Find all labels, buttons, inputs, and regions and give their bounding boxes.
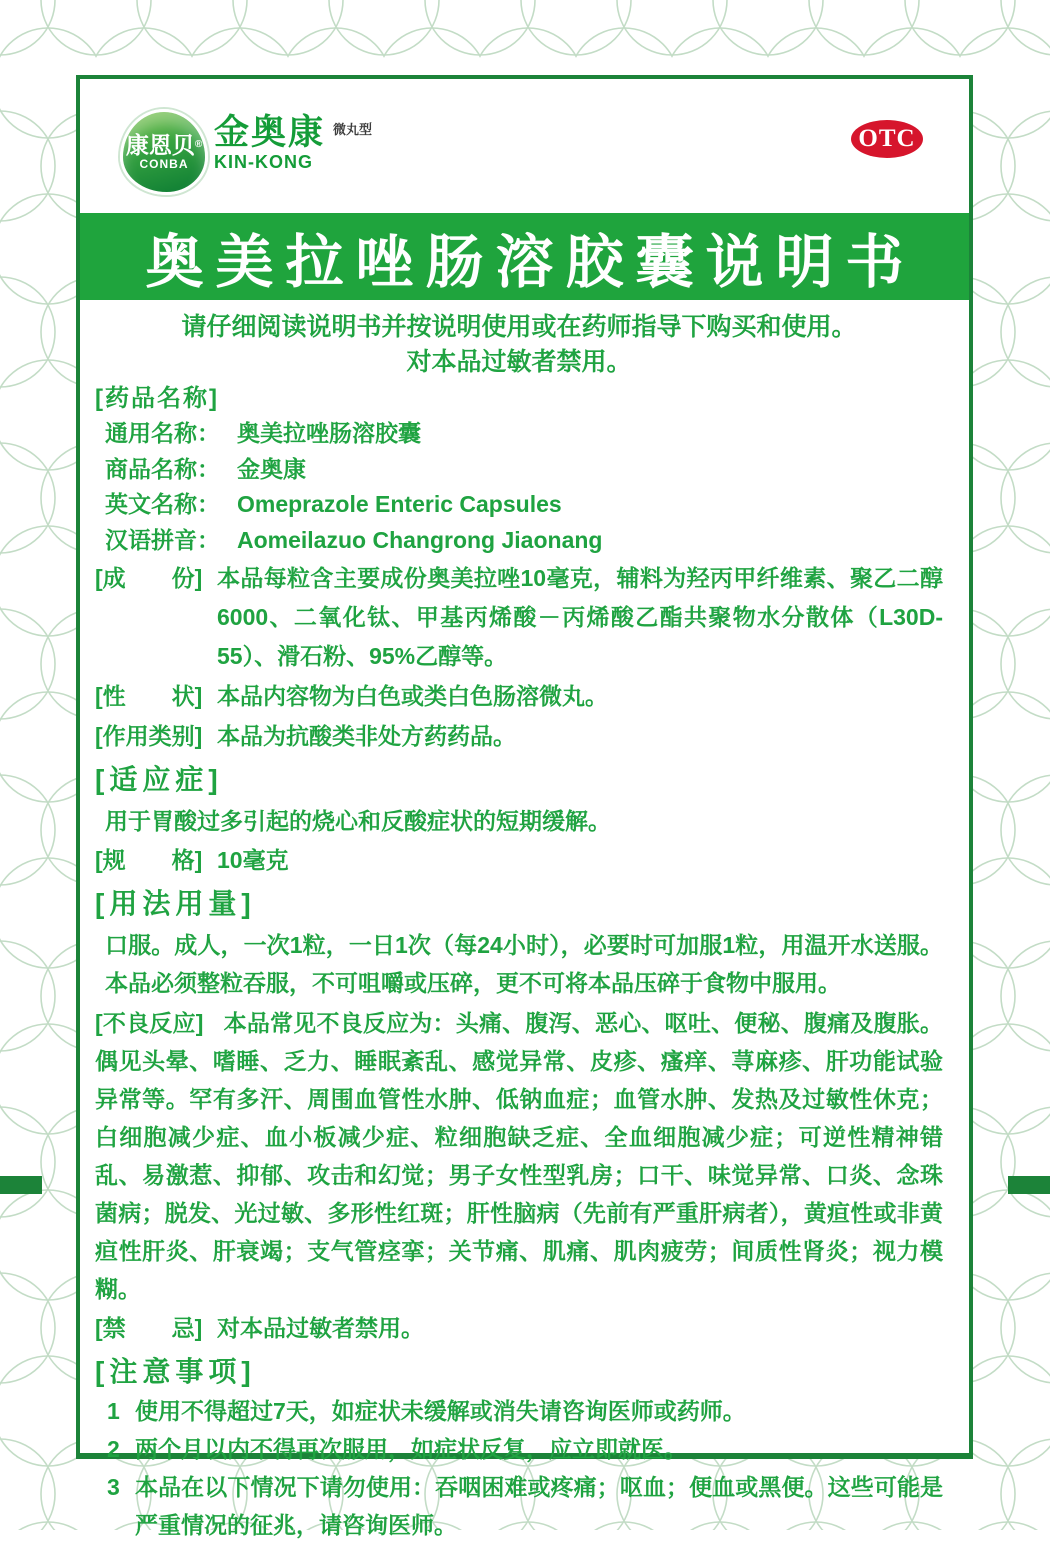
conba-logo-english: CONBA [139, 157, 189, 171]
contraindications-label: [禁 忌] [95, 1315, 203, 1341]
indications-text: 用于胃酸过多引起的烧心和反酸症状的短期缓解。 [105, 808, 611, 834]
precaution-1-text: 使用不得超过7天，如症状未缓解或消失请咨询医师或药师。 [135, 1398, 746, 1424]
section-drug-name-header: [药品名称] [95, 385, 219, 412]
generic-name-value: 奥美拉唑肠溶胶囊 [237, 420, 421, 446]
dosage-text: 口服。成人，一次1粒，一日1次（每24小时），必要时可加服1粒，用温开水送服。本品必须整粒吞服，不可咀嚼或压碎，更不可将本品压碎于食物中服用。 [105, 932, 943, 996]
precaution-3-number: 3 [107, 1474, 120, 1500]
indications-header: [适应症] [95, 764, 223, 795]
description-text: 本品内容物为白色或类白色肠溶微丸。 [217, 683, 608, 709]
left-edge-tab [0, 1176, 42, 1194]
generic-name-label: 通用名称： [105, 420, 220, 446]
description-section [95, 677, 943, 716]
registered-mark-icon: ® [194, 139, 203, 150]
contraindications-text: 对本品过敏者禁用。 [217, 1315, 424, 1341]
precaution-2-number: 2 [107, 1436, 120, 1462]
strength-section [95, 841, 943, 880]
pinyin-name-label: 汉语拼音： [105, 526, 220, 553]
trade-name-label: 商品名称： [105, 455, 220, 482]
notice-line2: 对本品过敏者禁用。 [406, 348, 632, 376]
strength-label: [规 格] [95, 847, 203, 873]
adverse-reactions-label: [不良反应] [95, 1010, 204, 1036]
conba-logo [120, 109, 208, 195]
ingredients-label: [成 份] [95, 565, 203, 591]
pinyin-name-value: Aomeilazuo Changrong Jiaonang [237, 526, 603, 553]
adverse-reactions-section [95, 1004, 943, 1308]
adverse-reactions-text: 本品常见不良反应为：头痛、腹泻、恶心、呕吐、便秘、腹痛及腹胀。偶见头晕、嗜睡、乏力、睡眠紊乱、感觉异常、皮疹、瘙痒、荨麻疹、肝功能试验异常等。罕有多汗、周围血管性水肿、低钠血症；血管水肿、发热及过敏性休克；白细胞减少症、血小板减少症、粒细胞缺乏症、全血细胞减少症；可逆性精神错乱、易激惹、抑郁、攻击和幻觉；男子女性型乳房；口干、味觉异常、口炎、念珠菌病；脱发、光过敏、多形性红斑；肝性脑病（先前有严重肝病者），黄疸性或非黄疸性肝炎、肝衰竭；支气管痉挛；关节痛、肌痛、肌肉疲劳；间质性肾炎；视力模糊。 [95, 1010, 943, 1302]
precaution-1-number: 1 [107, 1398, 120, 1424]
otc-badge: OTC [851, 120, 923, 158]
dosage-header: [用法用量] [95, 888, 256, 919]
leaflet-title-banner [80, 213, 969, 300]
notice-line1: 请仔细阅读说明书并按说明使用或在药师指导下购买和使用。 [181, 313, 857, 341]
trade-name-value: 金奥康 [237, 455, 306, 482]
precaution-item-1 [107, 1392, 943, 1430]
generic-name-row [105, 416, 943, 452]
contraindications-section [95, 1309, 943, 1348]
description-label: [性 状] [95, 683, 203, 709]
precautions-header: [注意事项] [95, 1356, 256, 1387]
category-text: 本品为抗酸类非处方药药品。 [217, 723, 516, 749]
precaution-item-2 [107, 1430, 943, 1468]
kinkong-brand [214, 115, 372, 173]
english-name-label: 英文名称： [105, 491, 220, 517]
usage-notice [95, 310, 943, 380]
english-name-value: Omeprazole Enteric Capsules [237, 491, 562, 517]
conba-cn-text: 康恩贝 [125, 132, 195, 158]
precaution-3-text: 本品在以下情况下请勿使用：吞咽困难或疼痛；呕血；便血或黑便。这些可能是严重情况的征兆，请咨询医师。 [135, 1474, 943, 1538]
ingredients-text: 本品每粒含主要成份奥美拉唑10毫克，辅料为羟丙甲纤维素、聚乙二醇6000、二氧化钛、甲基丙烯酸－丙烯酸乙酯共聚物水分散体（L30D-55）、滑石粉、95%乙醇等。 [217, 565, 943, 669]
kinkong-chinese: 金奥康 [214, 113, 326, 152]
leaflet-frame [76, 75, 973, 1538]
ingredients-section [95, 559, 943, 676]
pellet-type-tag: 微丸型 [333, 122, 373, 137]
trade-name-row [105, 452, 943, 488]
conba-logo-chinese [126, 133, 202, 157]
leaflet-body [80, 300, 969, 1544]
page-title: 奥美拉唑肠溶胶囊说明书 [145, 229, 916, 295]
category-section [95, 717, 943, 756]
english-name-row [105, 487, 943, 523]
leaflet-header [80, 79, 969, 213]
precaution-item-3 [107, 1468, 943, 1544]
kinkong-english: KIN-KONG [214, 152, 313, 172]
pinyin-name-row [105, 523, 943, 559]
right-edge-tab [1008, 1176, 1050, 1194]
category-label: [作用类别] [95, 723, 203, 749]
strength-text: 10毫克 [217, 847, 289, 873]
precaution-2-text: 两个月以内不得再次服用，如症状反复，应立即就医。 [135, 1436, 687, 1462]
